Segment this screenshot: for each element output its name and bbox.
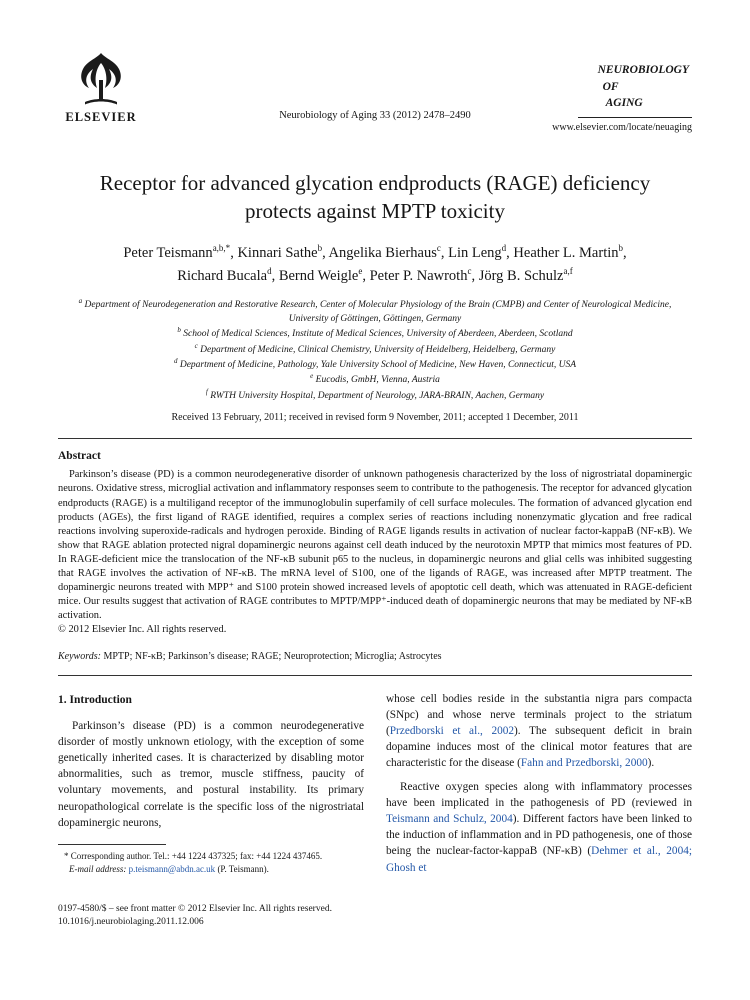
intro-paragraph-left: Parkinson’s disease (PD) is a common neurodegenerative disorder of mostly unknown etiology, with the exception of some genetically inherited cases. It is characterized by disabling motor abnormalities, such as tremor, muscle stiffness, paucity of voluntary movements, and postural instability. Its primary neuropathological correlate is the specific loss of the nigrostriatal dopaminergic neurons, <box>58 719 364 829</box>
intro-paragraph-right-1 <box>386 691 692 772</box>
journal-brand <box>578 62 692 118</box>
author: Peter P. Nawroth$^c$, <box>369 266 476 284</box>
article-title-line-2: protects against MPTP toxicity <box>245 198 505 223</box>
article-title-line-1: Receptor for advanced glycation endproducts (RAGE) deficiency <box>99 171 651 195</box>
right-column <box>386 691 692 883</box>
citation-link[interactable]: Przedborski et al., 2002 <box>389 724 515 737</box>
body-columns <box>58 691 692 883</box>
author: Heather L. Martin$^b$, <box>513 243 627 262</box>
affiliation: $^b$ School of Medical Sciences, Institute of Medical Sciences, University of Aberdeen, Aberdeen, Scotland <box>177 326 573 340</box>
author: Richard Bucala$^d$, <box>177 266 276 284</box>
elsevier-tree-icon <box>69 50 133 108</box>
affiliation: $^e$ Eucodis, GmbH, Vienna, Austria <box>310 372 440 386</box>
author: Lin Leng$^d$, <box>448 243 510 262</box>
keywords-label: Keywords: <box>58 650 101 662</box>
publication-footer <box>58 903 692 930</box>
affiliation: $^c$ Department of Medicine, Clinical Chemistry, University of Heidelberg, Heidelberg, Germany <box>194 341 556 355</box>
citation-link[interactable]: Dehmer et al., 2004; Ghosh et <box>386 845 693 874</box>
author-list <box>58 242 692 287</box>
author: Peter Teismann$^{a,b,*}$, <box>123 243 234 262</box>
paragraph-text: Reactive oxygen species along with inflammatory processes have been implicated in the pathogenesis of PD (reviewed in <box>386 780 692 809</box>
divider-rule <box>58 438 692 439</box>
affiliation: $^f$ RWTH University Hospital, Department of Neurology, JARA-BRAIN, Aachen, Germany <box>205 387 545 402</box>
abstract-section <box>58 450 692 661</box>
journal-website-url: www.elsevier.com/locate/neuaging <box>552 122 692 134</box>
paragraph-text: whose cell bodies reside in the substantia nigra pars compacta (SNpc) and whose nerve terminals project to the striatum ( <box>386 692 692 737</box>
issn-copyright-line: 0197-4580/$ – see front matter © 2012 Elsevier Inc. All rights reserved. <box>58 903 332 914</box>
author: Angelika Bierhaus$^c$, <box>328 243 445 262</box>
doi-line: 10.1016/j.neurobiolaging.2011.12.006 <box>58 917 204 928</box>
keywords-line <box>58 651 692 662</box>
affiliation: $^a$ Department of Neurodegeneration and Restorative Research, Center of Molecular Physiology of the Brain (CMPB) and Center of Neurological Medicine, University of Göttingen, Göttingen, Germany <box>78 297 672 324</box>
title-block <box>58 170 692 423</box>
footnote-contact-line: * Corresponding author. Tel.: +44 1224 437325; fax: +44 1224 437465. <box>64 850 323 861</box>
citation-link[interactable]: Fahn and Przedborski, 2000 <box>520 757 648 770</box>
brand-line-3: AGING <box>605 97 643 110</box>
paragraph-text: ). Different factors have been linked to the induction of inflammation and in PD pathogenesis, one of those being the nuclear-factor-kappaB (NF-κB) ( <box>386 812 692 858</box>
journal-citation: Neurobiology of Aging 33 (2012) 2478–2490 <box>279 110 471 121</box>
paragraph-text: ). The subsequent deficit in brain dopamine induces most of the clinical motor features that are characteristic for the disease ( <box>386 724 692 770</box>
authors-line-2 <box>58 265 692 287</box>
author: Kinnari Sathe$^b$, <box>237 243 326 262</box>
masthead <box>58 48 692 144</box>
email-suffix: (P. Teismann). <box>217 863 269 874</box>
journal-brand-block <box>552 62 692 133</box>
article-title <box>58 170 692 225</box>
brand-line-1: NEUROBIOLOGY <box>597 64 689 76</box>
citation-link[interactable]: Teismann and Schulz, 2004 <box>386 812 513 825</box>
article-history: Received 13 February, 2011; received in revised form 9 November, 2011; accepted 1 December, 2011 <box>171 412 579 424</box>
section-heading-introduction: 1. Introduction <box>58 693 132 706</box>
divider-rule <box>58 675 692 676</box>
email-label: E-mail address: <box>69 863 127 874</box>
affiliation-list <box>58 297 692 403</box>
author: Bernd Weigle$^e$, <box>278 266 366 284</box>
intro-paragraph-right-2 <box>386 779 692 876</box>
email-link[interactable]: p.teismann@abdn.ac.uk <box>128 863 216 874</box>
abstract-text: Parkinson’s disease (PD) is a common neurodegenerative disorder of unknown pathogenesis characterized by the loss of nigrostriatal dopaminergic neurons. Oxidative stress, microglial activation and inflammatory responses seem to contribute to the pathogenesis. The receptor for advanced glycation endproducts (RAGE) is a multiligand receptor of the immunoglobulin superfamily of cell surface molecules. The formation of advanced glycation end products (AGEs), the first ligand of RAGE identified, requires a complex series of reactions including nonenzymatic glycation and free radical reactions involving superoxide-radicals and hydrogen peroxide. Binding of RAGE ligands results in activation of nuclear factor-kappaB (NF-κB). We show that RAGE ablation protected nigral dopaminergic neurons against cell death induced by the neurotoxin MPTP that mimics most features of PD. In RAGE-deficient mice the translocation of the NF-κB subunit p65 to the nucleus, in dopaminergic neurons and glial cells was inhibited suggesting that RAGE involves the activation of NF-κB. The mRNA level of S100, one of the ligands of RAGE, was increased after MPTP treatment. The dopaminergic neurons treated with MPP⁺ and S100 protein showed increased levels of apoptotic cell death, which was attenuated in RAGE-deficient mice. Our results suggest that activation of RAGE contributes to MPTP/MPP⁺-induced death of dopaminergic neurons that may be mediated by NF-κB activation. <box>58 469 692 622</box>
affiliation: $^d$ Department of Medicine, Pathology, Yale University School of Medicine, New Haven, Connecticut, USA <box>173 357 577 371</box>
footnote-email-line <box>58 863 364 876</box>
paragraph-text: ). <box>647 757 655 770</box>
left-column <box>58 691 364 883</box>
abstract-copyright: © 2012 Elsevier Inc. All rights reserved. <box>58 624 227 636</box>
authors-line-1 <box>58 242 692 264</box>
abstract-heading: Abstract <box>58 450 101 463</box>
footnote-rule <box>58 844 166 845</box>
publisher-name: ELSEVIER <box>65 110 137 124</box>
brand-line-2: OF <box>602 80 619 93</box>
corresponding-author-footnote <box>58 844 364 875</box>
keywords-list: MPTP; NF-κB; Parkinson’s disease; RAGE; Neuroprotection; Microglia; Astrocytes <box>103 650 442 662</box>
author: Jörg B. Schulz$^{a,f}$ <box>478 266 573 284</box>
